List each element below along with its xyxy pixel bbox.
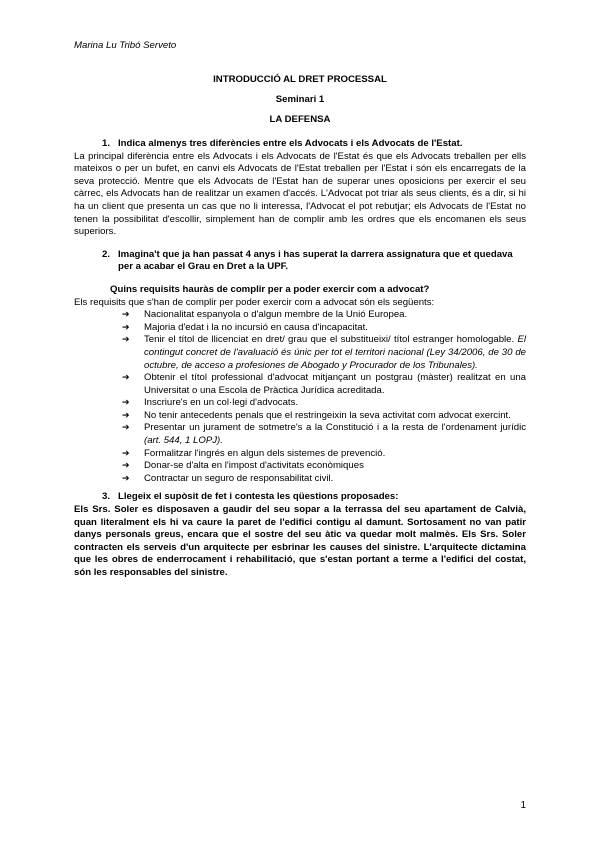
list-item xyxy=(122,473,526,486)
list-item-text: Donar-se d'alta en l'impost d'activitats econòmiques xyxy=(144,460,364,472)
question-2-subheading: Quins requisits hauràs de complir per a poder exercir com a advocat? xyxy=(110,283,430,295)
arrow-icon: ➔ xyxy=(122,448,130,459)
list-item xyxy=(122,448,526,461)
list-item xyxy=(122,410,526,423)
list-item-note: El contingut concret de l'avaluació és únic per tot el territori nacional (Ley 34/2006, de 30 de octubre, de acceso a profesiones de Abogado y Procurador de los Tribunales). xyxy=(144,334,526,371)
question-3-heading xyxy=(74,491,526,504)
course-title: INTRODUCCIÓ AL DRET PROCESSAL xyxy=(213,74,387,85)
arrow-icon: ➔ xyxy=(122,473,130,484)
list-item-text: Tenir el títol de llicenciat en dret/ grau que el substitueixi/ títol estranger homologable. xyxy=(144,334,515,346)
document-header xyxy=(0,72,600,132)
arrow-icon: ➔ xyxy=(122,410,130,421)
topic-title: LA DEFENSA xyxy=(269,114,331,125)
list-item-text: Inscriure's en un col·legi d'advocats. xyxy=(144,397,299,409)
case-statement: Els Srs. Soler es disposaven a gaudir del seu sopar a la terrassa del seu apartament de Calvià, quan literalment els hi va caure la paret de l'edifici contigu al damunt. Sortosament no van patir danys personals greus, encara que el sostre del seu àtic va quedar molt malmès. Els Srs. Soler contracten els serveis d'un arquitecte per esbrinar les causes del sinistre. L'arquitecte dictamina que les obres de enderrocament i rehabilitació, que s'estan portant a terme a l'edifici del costat, són les responsables del sinistre. xyxy=(74,504,526,578)
list-item-text: Obtenir el títol professional d'advocat mitjançant un postgrau (màster) realitzat en una Universitat o una Escola de Pràctica Jurídica acreditada. xyxy=(144,372,526,396)
arrow-icon: ➔ xyxy=(122,423,130,434)
list-item xyxy=(122,372,526,397)
list-item-text: Majoria d'edat i la no incursió en causa d'incapacitat. xyxy=(144,321,368,333)
list-item-text: No tenir antecedents penals que el restringeixin la seva activitat com advocat exercint. xyxy=(144,409,511,421)
arrow-icon: ➔ xyxy=(122,322,130,333)
arrow-icon: ➔ xyxy=(122,335,130,346)
list-item-text: Presentar un jurament de sotmetre's a la Constitució i a la resta de l'ordenament jurídic xyxy=(144,422,526,434)
question-1-text: Indica almenys tres diferències entre els Advocats i els Advocats de l'Estat. xyxy=(118,138,463,149)
question-3-text: Llegeix el supòsit de fet i contesta les qüestions proposades: xyxy=(118,491,399,503)
arrow-icon: ➔ xyxy=(122,373,130,384)
list-item xyxy=(122,422,526,447)
list-item xyxy=(122,460,526,473)
question-2-text: Imagina't que ja han passat 4 anys i has superat la darrera assignatura que et quedava per a acabar el Grau en Dret a la UPF. xyxy=(118,248,513,273)
question-3-number: 3. xyxy=(101,491,110,503)
question-2-number: 2. xyxy=(101,248,110,260)
question-1-heading xyxy=(74,138,526,151)
arrow-icon: ➔ xyxy=(122,310,130,321)
requirements-intro: Els requisits que s'han de complir per poder exercir com a advocat són els següents: xyxy=(74,296,435,308)
document-body xyxy=(74,138,526,580)
list-item-text: Contractar un seguro de responsabilitat civil. xyxy=(144,472,334,484)
list-item-text: Formalitzar l'ingrés en algun dels sistemes de prevenció. xyxy=(144,447,386,459)
list-item xyxy=(122,334,526,372)
list-item-text: Nacionalitat espanyola o d'algun membre de la Unió Europea. xyxy=(144,309,408,321)
list-item xyxy=(122,397,526,410)
requirements-list xyxy=(74,309,526,485)
arrow-icon: ➔ xyxy=(122,461,130,472)
author-name: Marina Lu Tribó Serveto xyxy=(74,40,177,51)
list-item xyxy=(122,322,526,335)
page-number: 1 xyxy=(520,800,526,811)
seminar-subtitle: Seminari 1 xyxy=(275,94,325,105)
arrow-icon: ➔ xyxy=(122,398,130,409)
question-1-number: 1. xyxy=(101,138,110,149)
list-item-note: (art. 544, 1 LOPJ). xyxy=(144,435,223,447)
question-1-answer: La principal diferència entre els Advocats i els Advocats de l'Estat és que els Advocats treballen per ells mateixos o per un bufet, en canvi els Advocats de l'Estat treballen per l'Estat i són els encarregats de la seva protecció. Mentre que els Advocats de l'Estat han de superar unes oposicions per exercir el seu càrrec, els Advocats han de realitzar un examen d'accés. L'Advocat pot triar als seus clients, és a dir, si hi ha un client que presenta un cas que no li interessa, l'Advocat el pot rebutjar; els Advocats de l'Estat no tenen la possibilitat d'escollir, simplement han de complir amb les ordres que els encomanen els seus superiors. xyxy=(74,150,526,238)
question-2-heading xyxy=(74,249,526,274)
list-item xyxy=(122,309,526,322)
